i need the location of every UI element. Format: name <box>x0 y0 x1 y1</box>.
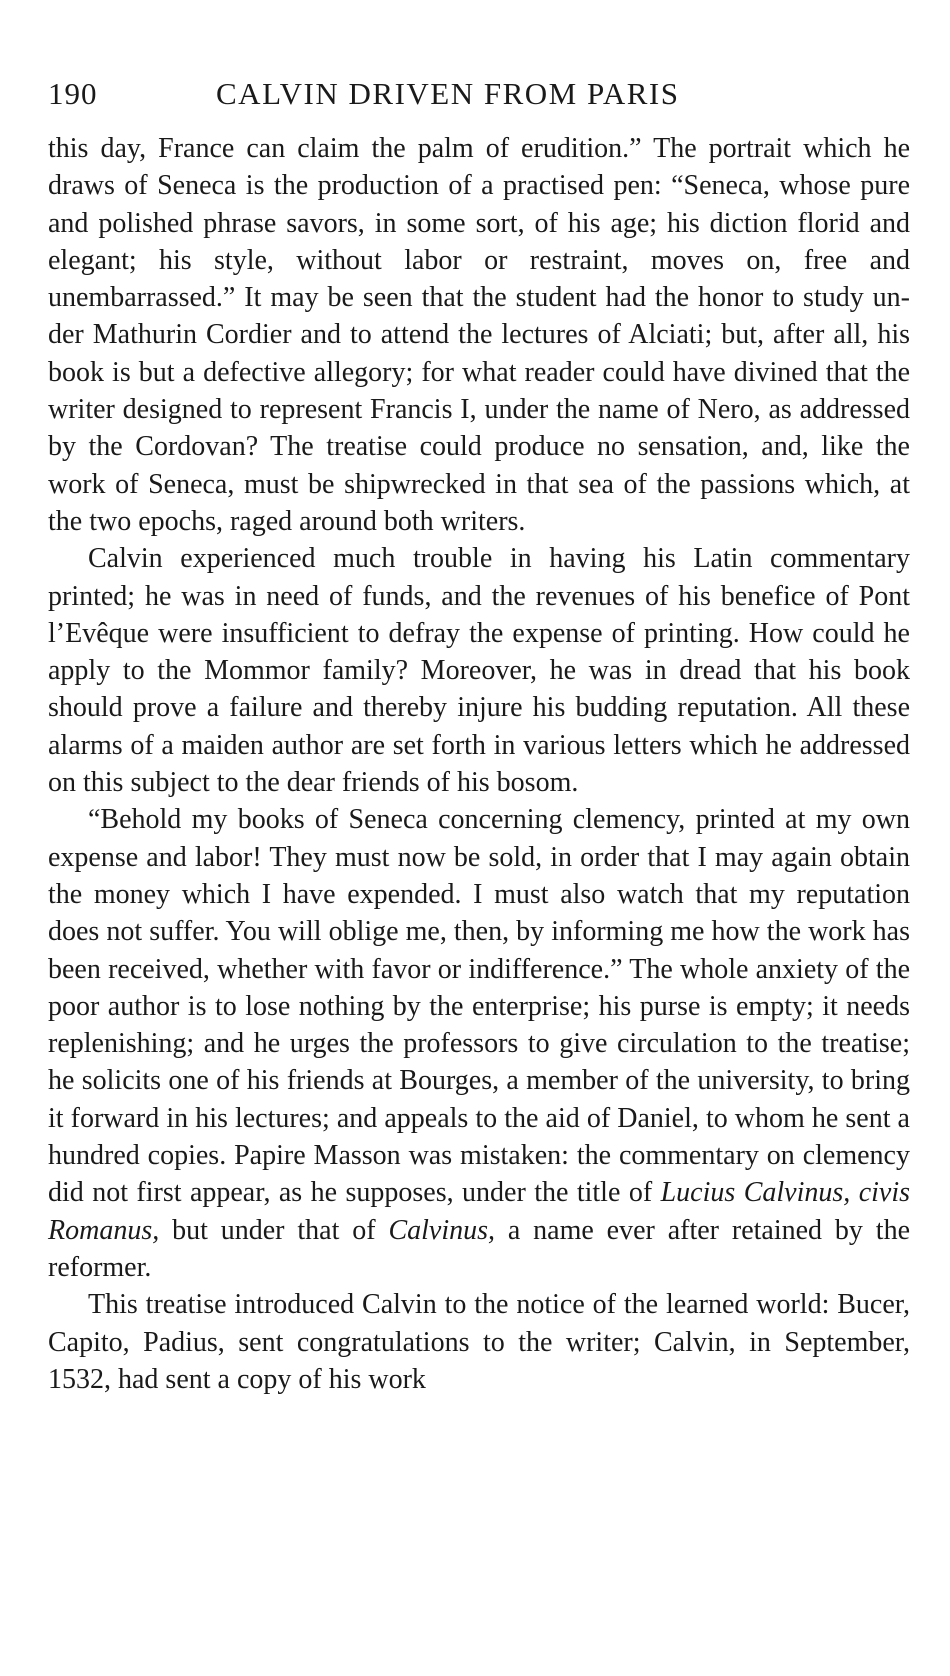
paragraph-3 <box>48 801 910 1286</box>
italic-name-calvinus: Calvinus, <box>388 1214 495 1246</box>
paragraph-text: This treatise introduced Calvin to the notice of the learned world: Bucer, Capito, Padius, sent congratulations to the writer; Calvin, in September, 1532, had sent a copy of his work <box>48 1289 910 1395</box>
paragraph-2 <box>48 540 910 801</box>
paragraph-text: Calvin experienced much trouble in having his Latin commentary printed; he was in need of funds, and the revenues of his benefice of Pont l’Evêque were insufficient to defray the expense of printing. How could he apply to the Mommor family? Moreover, he was in dread that his book should prove a failure and thereby injure his budding reputation. All these alarms of a maiden author are set forth in various letters which he addressed on this subject to the dear friends of his bosom. <box>48 543 910 799</box>
paragraph-1 <box>48 130 910 540</box>
running-head <box>48 68 910 118</box>
running-title: CALVIN DRIVEN FROM PARIS <box>216 76 680 111</box>
paragraph-text: a name ever after retained by the reformer. <box>48 1214 910 1283</box>
italic-title-latin: Lucius Calvinus, civis Romanus, <box>48 1177 910 1246</box>
paragraph-text: this day, France can claim the palm of erudition.” The portrait which he draws of Seneca is the production of a practised pen: “Seneca, whose pure and polished phrase savors, in some sort, of his age; his diction florid and elegant; his style, without labor or restraint, moves on, free and unembarrassed.” It may be seen that the student had the honor to study under Mathurin Cordier and to attend the lectures of Alciati; but, after all, his book is but a defective allegory; for what reader could have divined that the writer designed to represent Francis I, under the name of Nero, as addressed by the Cordovan? The treatise could produce no sensation, and, like the work of Seneca, must be shipwrecked in that sea of the passions which, at the two epochs, raged around both writers. <box>48 133 910 537</box>
page-number: 190 <box>48 76 98 111</box>
paragraph-text: but under that of <box>159 1214 389 1246</box>
book-page <box>48 68 910 1398</box>
paragraph-text: “Behold my books of Seneca concerning clemency, printed at my own expense and labor! They must now be sold, in order that I may again obtain the money which I have expended. I must also watch that my reputation does not suffer. You will oblige me, then, by informing me how the work has been received, whether with favor or indifference.” The whole anxiety of the poor author is to lose nothing by the enterprise; his purse is empty; it needs replenishing; and he urges the professors to give circulation to the treatise; he solicits one of his friends at Bourges, a member of the university, to bring it forward in his lectures; and appeals to the aid of Daniel, to whom he sent a hundred copies. Papire Masson was mistaken: the commentary on clemency did not first appear, as he supposes, under the title of <box>48 804 910 1209</box>
paragraph-4 <box>48 1286 910 1398</box>
body-text <box>48 130 910 1398</box>
